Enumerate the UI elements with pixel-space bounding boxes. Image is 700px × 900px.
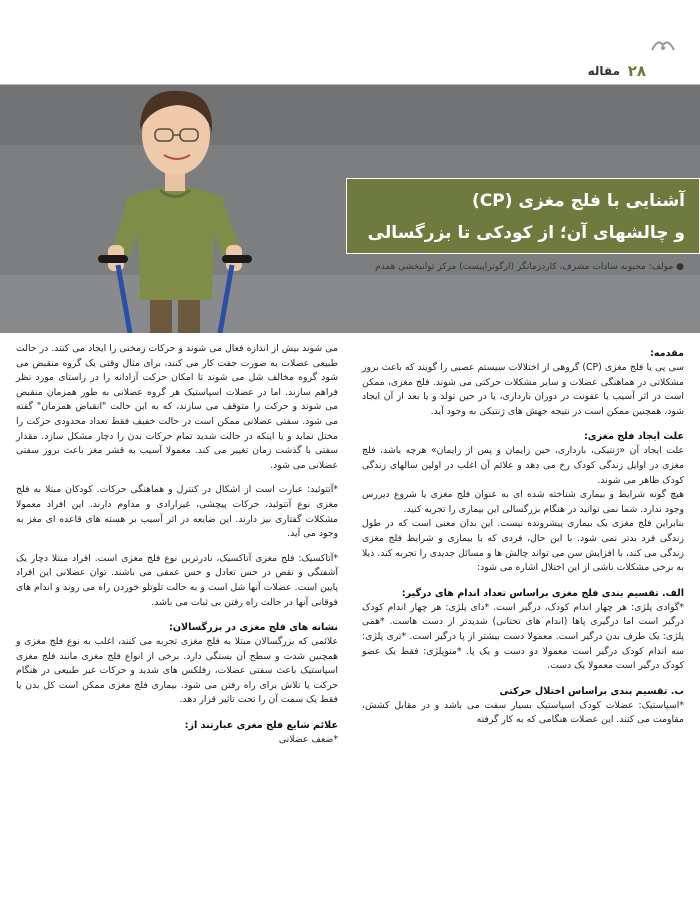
article-author: ● مولف: محبوبه سادات مشرف، کاردرمانگر (ارگوتراپیست) مرکز توانبخشی همدم — [375, 262, 684, 272]
class-a-paragraph: *گوادی پلژی: هر چهار اندام کودک، درگیر است. *دای پلژی: هر چهار اندام کودک درگیر است اما درگیری پاها (اندام های تحتانی) شدیدتر از دست هاست. *همی پلژی: یک طرف بدن درگیر است. معمولا دست بیشتر از پا درگیر است. *تری پلژی: سه اندام کودک درگیر است معمولا دو دست و یک پا. *منوپلژی: فقط یک عضو کودک درگیر است معمولا یک دست. — [362, 601, 684, 672]
page-number: ۲۸ — [627, 62, 646, 80]
class-b-heading: ب. تقسیم بندی براساس اختلال حرکتی — [499, 685, 684, 697]
section-label: مقاله — [587, 64, 620, 78]
intro-paragraph: سی پی یا فلج مغزی (CP) گروهی از اختلالات سیستم عصبی را گویند که باعث بروز مشکلاتی در هماهنگی عضلات و سایر مشکلات حرکتی می شوند. فلج مغزی، ممکن است در اثر آسیب یا عفونت در دوران بارداری، یا در حین تولد و یا بعد از آن ایجاد شود، همچنین ممکن است در نتیجه جهش های ژنتیکی به وجود آید. — [362, 362, 684, 417]
common-signs-heading: علائم شایع فلج مغزی عبارتند از: — [184, 720, 338, 732]
magazine-logo-icon — [650, 36, 676, 54]
article-title-box — [346, 178, 700, 254]
article-title-line-2: و چالشهای آن؛ از کودکی تا بزرگسالی — [367, 223, 685, 243]
ataxic-paragraph: *آتاکسیک: فلج مغزی آتاکسیک، نادرترین نوع فلج مغزی است. افراد مبتلا دچار یک آشفتگی و نقص در حس تعادل و حس عمقی می باشند. توان عضلانی این افراد پایین است. عضلات آنها شل است و به حالت تلوتلو خوردن راه می روند و اندام های فوقانی آنها در حالت راه رفتن بی ثبات می باشد. — [16, 552, 338, 608]
athetoid-paragraph: *آتتوئید: عبارت است از اشکال در کنترل و هماهنگی حرکات. کودکان مبتلا به فلج مغزی نوع آتتوئید، حرکات پیچشی، غیرارادی و مداوم دارند. این افراد معمولا مشکلات گفتاری نیز دارند. این ضایعه در اثر آسیب بر هسته های قاعده ای مغز به وجود می آید. — [16, 484, 338, 540]
adult-signs-paragraph: علائمی که بزرگسالان مبتلا به فلج مغزی تجربه می کنند، اغلب به نوع فلج مغزی و همچنین شدت و سطح آن بستگی دارد. برخی از انواع فلج مغزی مانند فلج مغزی اسپاستیک باعث سفتی عضلات، رفلکس های شدید و حرکات غیر طبیعی در هنگام حرکت یا تلاش برای راه رفتن می شود. بیماری فلج مغزی ممکن است کل بدن یا فقط یک سمت آن را تحت تاثیر قرار دهد. — [16, 636, 338, 706]
right-text-column — [362, 342, 684, 738]
left-text-column — [16, 342, 338, 758]
class-a-heading: الف. تقسیم بندی فلج مغزی براساس تعداد اندام های درگیر: — [401, 587, 684, 599]
causes-paragraph-1: علت ایجاد آن «ژنتیکی، بارداری، حین زایمان و پس از زایمان» هرچه باشد، فلج مغزی در اوایل زندگی کودک رخ می دهد و علائم آن اغلب در اولین سالهای زندگی کودک ظاهر می شوند. — [362, 445, 684, 486]
common-signs-list: *ضعف عضلانی — [278, 734, 338, 746]
spastic-continued-paragraph: می شوند بیش از اندازه فعال می شوند و حرکات زمختی را ایجاد می کنند. در حالت طبیعی عضلات به صورت جفت کار می کنند، برای مثال وقتی یک گروه منقبض می شود گروه مخالف شل می شوند تا امکان حرکت آزادانه را در راستای مورد نظر فراهم سازند. اما در عضلات اسپاستیک هر گروه عضلانی به طور همزمان منقبض می شوند و حرکت را متوقف می سازند، که به این حالت "انقباض همزمان" گفته می شود. سفتی عضلانی ممکن است در حالت خفیف فقط تعداد محدودی حرکت را مختل نماید و یا اینکه در حالت شدید تمام حرکات بدن را دچار مشکل سازد. مقدار سفتی با گذشت زمان تغییر می کند. معمولا آسیب به قشر مغز باعث بروز سفتی عضلانی می شود. — [16, 343, 338, 471]
adult-signs-heading: نشانه های فلج مغزی در بزرگسالان: — [168, 622, 338, 634]
intro-heading: مقدمه: — [650, 348, 684, 359]
causes-paragraph-2: هیچ گونه شرایط و بیماری شناخته شده ای به عنوان فلج مغزی یا شروع دیررس وجود ندارد. شما نمی توانید در هنگام بزرگسالی این بیماری را تجربه کنید. — [362, 489, 684, 515]
causes-paragraph-3: بنابراین فلج مغزی یک بیماری پیشرونده نیست. این بدان معنی است که در طول زندگی فرد بدتر نمی شود. با این حال، فردی که با بیماری و شرایط فلج مغزی زندگی می کند، با افزایش سن می تواند چالش ها و مسائل جدیدی را تجربه کند. ذیلا به برخی مشکلات ناشی از این اختلال اشاره می شود: — [362, 518, 684, 574]
class-b-paragraph: *اسپاستیک: عضلات کودک اسپاستیک بسیار سفت می باشد و در مقابل کشش، مقاومت می کنند. این عضلات هنگامی که به کار گرفته — [362, 699, 684, 726]
causes-heading: علت ایجاد فلج مغزی: — [583, 431, 684, 443]
article-title-line-1: آشنایی با فلج مغزی (CP) — [472, 191, 685, 211]
